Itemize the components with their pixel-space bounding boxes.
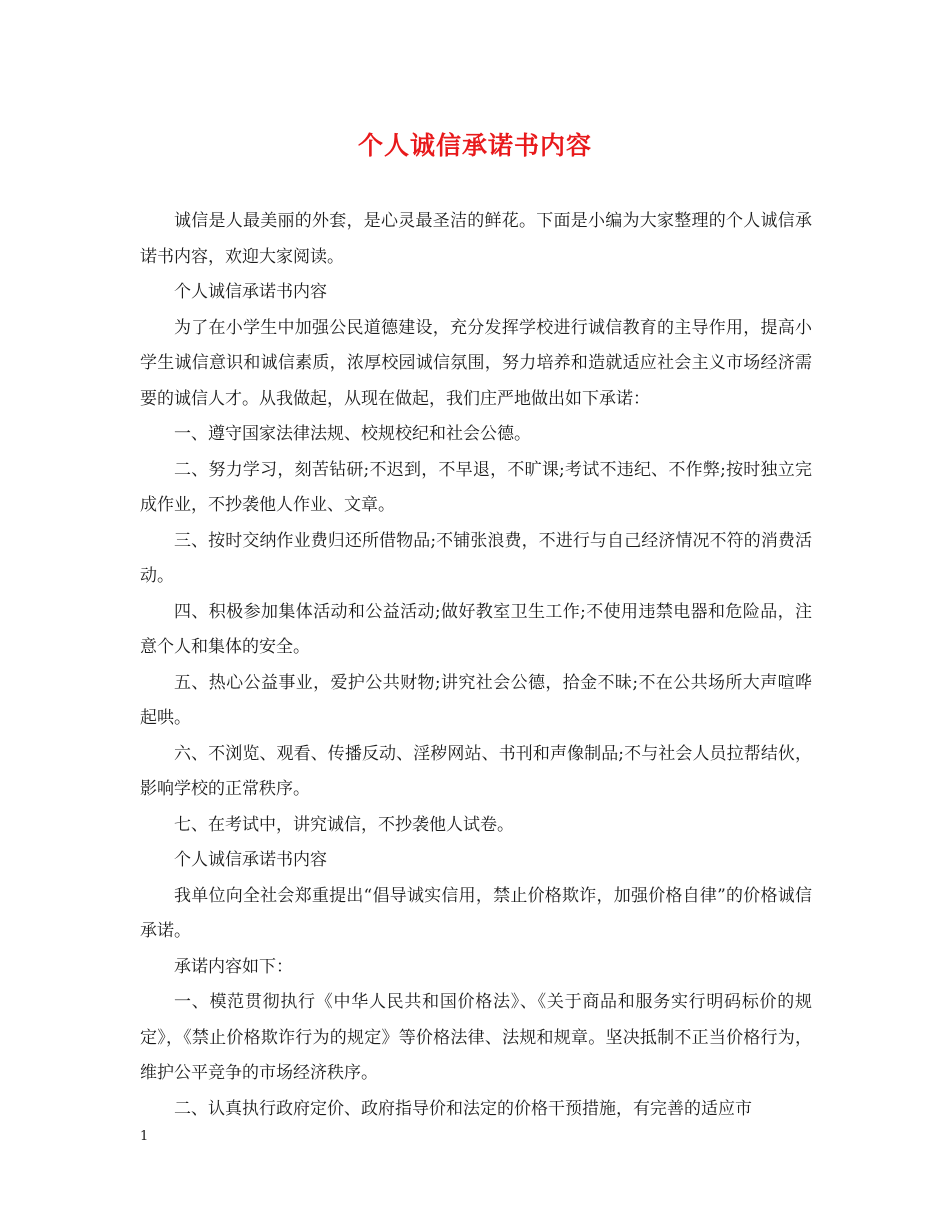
paragraph-item-2: 二、努力学习，刻苦钻研;不迟到，不早退，不旷课;考试不违纪、不作弊;按时独立完成作业，不抄袭他人作业、文章。	[140, 459, 812, 515]
paragraph-item-3: 三、按时交纳作业费归还所借物品;不铺张浪费，不进行与自己经济情况不符的消费活动。	[140, 530, 812, 586]
paragraph-item-5: 五、热心公益事业，爱护公共财物;讲究社会公德，拾金不昧;不在公共场所大声喧哗起哄。	[140, 672, 812, 728]
document-body	[140, 204, 812, 1127]
paragraph-item-4: 四、积极参加集体活动和公益活动;做好教室卫生工作;不使用违禁电器和危险品，注意个人和集体的安全。	[140, 601, 812, 657]
page-number: 1	[140, 1129, 149, 1144]
paragraph-item-1: 一、遵守国家法律法规、校规校纪和社会公德。	[174, 424, 531, 444]
paragraph-commitment-intro: 承诺内容如下：	[174, 956, 293, 977]
paragraph-intro: 诚信是人最美丽的外套，是心灵最圣洁的鲜花。下面是小编为大家整理的个人诚信承诺书内容，欢迎大家阅读。	[140, 211, 812, 267]
paragraph-price-item-2: 二、认真执行政府定价、政府指导价和法定的价格干预措施，有完善的适应市	[174, 1098, 752, 1119]
paragraph-item-7: 七、在考试中，讲究诚信，不抄袭他人试卷。	[174, 814, 514, 835]
paragraph-price-item-1: 一、模范贯彻执行《中华人民共和国价格法》、《关于商品和服务实行明码标价的规定》，《禁止价格欺诈行为的规定》等价格法律、法规和规章。坚决抵制不正当价格行为，维护公平竞争的市场经济秩序。	[140, 992, 812, 1083]
paragraph-preamble: 为了在小学生中加强公民道德建设，充分发挥学校进行诚信教育的主导作用，提高小学生诚信意识和诚信素质，浓厚校园诚信氛围，努力培养和造就适应社会主义市场经济需要的诚信人才。从我做起，从现在做起，我们庄严地做出如下承诺：	[140, 317, 812, 409]
paragraph-item-6: 六、不浏览、观看、传播反动、淫秽网站、书刊和声像制品;不与社会人员拉帮结伙，影响学校的正常秩序。	[140, 743, 812, 799]
page-title: 个人诚信承诺书内容	[357, 131, 592, 160]
paragraph-price-commitment: 我单位向全社会郑重提出“倡导诚实信用，禁止价格欺诈，加强价格自律”的价格诚信承诺。	[140, 885, 812, 941]
section-heading-2: 个人诚信承诺书内容	[174, 850, 327, 870]
section-heading-1: 个人诚信承诺书内容	[174, 282, 327, 302]
